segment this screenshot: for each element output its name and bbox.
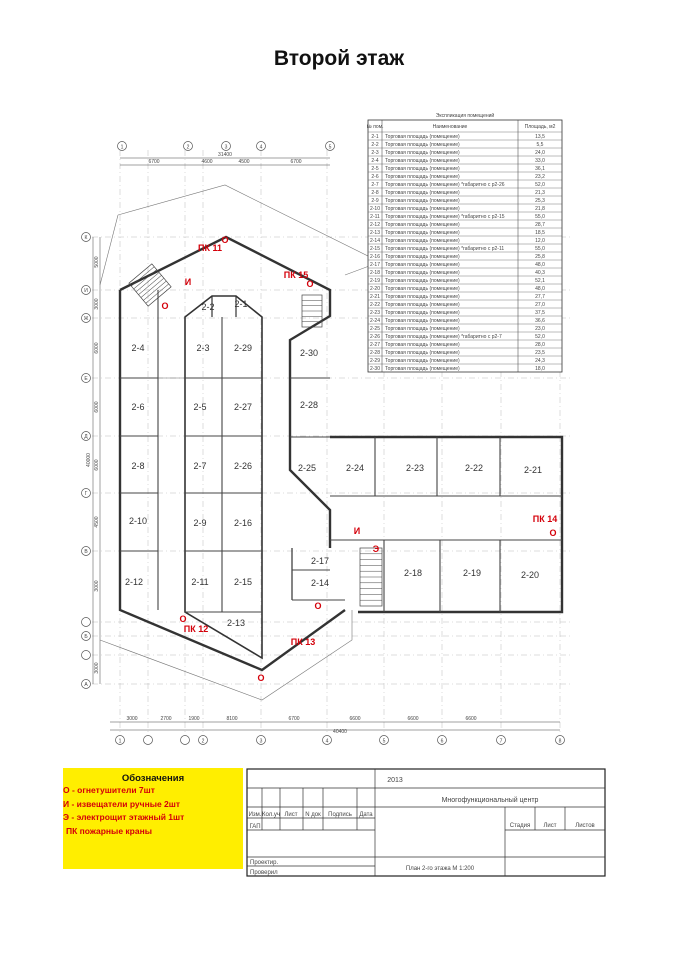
- table-cell-number: 2-10: [369, 206, 381, 212]
- room-label-2-20: 2-20: [520, 570, 540, 580]
- room-label-2-14: 2-14: [310, 578, 330, 588]
- axis-label: 4: [259, 144, 263, 151]
- table-cell-number: 2-20: [369, 286, 381, 292]
- dimension-text: 3000: [94, 580, 100, 592]
- table-cell-name: Торговая площадь (помещение): [385, 262, 460, 268]
- table-cell-area: 55,0: [535, 246, 545, 252]
- axis-label: 8: [558, 738, 562, 745]
- title-block-column: Изм.: [248, 812, 262, 818]
- marker-extinguisher: О: [179, 614, 187, 624]
- room-label-2-30: 2-30: [299, 348, 319, 358]
- axis-bubble: [144, 736, 153, 745]
- legend-item-electrical-panel: Э - электрощит этажный 1шт: [63, 812, 185, 822]
- canopy-outline: [118, 185, 380, 275]
- room-label-2-7: 2-7: [193, 461, 207, 471]
- table-cell-number: 2-18: [369, 270, 381, 276]
- table-cell-number: 2-24: [369, 318, 381, 324]
- room-label-2-1: 2-1: [234, 299, 248, 309]
- table-cell-name: Торговая площадь (помещение): [385, 198, 460, 204]
- table-header: Наименование: [432, 124, 468, 130]
- dimension-text: 6000: [94, 342, 100, 354]
- marker-extinguisher: О: [221, 235, 229, 245]
- canopy-outline: [100, 215, 118, 285]
- table-cell-name: Торговая площадь (помещение): [385, 166, 460, 172]
- marker-pk14: ПК 14: [532, 514, 558, 524]
- table-cell-area: 12,0: [535, 238, 545, 244]
- dimension-text: 3000: [126, 716, 138, 722]
- axis-label: 7: [499, 738, 503, 745]
- exterior-wall: [120, 290, 345, 670]
- legend-item-manual-call-points: И - извещатели ручные 2шт: [63, 798, 181, 809]
- title-block-column: Подпись: [328, 812, 352, 818]
- table-cell-area: 28,0: [535, 342, 545, 348]
- table-cell-number: 2-6: [371, 174, 379, 180]
- table-header: № пом.: [366, 124, 384, 130]
- table-cell-name: Торговая площадь (помещение): [385, 158, 460, 164]
- axis-label: И: [84, 288, 88, 294]
- axis-label: К: [84, 235, 88, 241]
- room-label-2-15: 2-15: [233, 577, 253, 587]
- table-cell-number: 2-3: [371, 150, 379, 156]
- table-cell-area: 27,7: [535, 294, 545, 300]
- table-cell-area: 55,0: [535, 214, 545, 220]
- dimension-text: 6000: [94, 401, 100, 413]
- table-cell-area: 25,8: [535, 254, 545, 260]
- table-cell-area: 24,0: [535, 150, 545, 156]
- title-block-column: Кол.уч: [262, 812, 280, 818]
- table-cell-area: 52,0: [535, 182, 545, 188]
- staircase-north: [129, 264, 171, 306]
- legend-title: Обозначения: [121, 773, 185, 784]
- table-cell-name: Торговая площадь (помещение) *габаритно с р2-11: [385, 246, 505, 252]
- room-label-2-21: 2-21: [523, 465, 543, 475]
- table-cell-area: 23,5: [535, 350, 545, 356]
- marker-pk12: ПК 12: [183, 624, 209, 634]
- axis-label: Б: [84, 634, 88, 640]
- axis-label: Ж: [83, 316, 89, 322]
- explication-caption: Экспликация помещений: [435, 113, 495, 119]
- room-label-2-12: 2-12: [124, 577, 144, 587]
- table-cell-name: Торговая площадь (помещение): [385, 238, 460, 244]
- dimension-text: 5000: [94, 256, 100, 268]
- room-label-2-16: 2-16: [233, 518, 253, 528]
- marker-extinguisher: О: [306, 279, 314, 289]
- axis-label: 1: [118, 738, 122, 745]
- axis-label: 5: [328, 144, 332, 151]
- marker-extinguisher: О: [549, 528, 557, 538]
- table-cell-number: 2-17: [369, 262, 381, 268]
- room-label-2-11: 2-11: [191, 577, 209, 587]
- table-cell-name: Торговая площадь (помещение): [385, 134, 460, 140]
- room-label-2-5: 2-5: [193, 402, 207, 412]
- table-cell-area: 36,1: [535, 166, 545, 172]
- room-label-2-3: 2-3: [196, 343, 210, 353]
- dimension-text: 2700: [160, 716, 172, 722]
- table-cell-name: Торговая площадь (помещение): [385, 286, 460, 292]
- room-label-2-4: 2-4: [131, 343, 145, 353]
- legend-item-fire-hydrants: ПК пожарные краны: [66, 825, 152, 836]
- table-cell-name: Торговая площадь (помещение): [385, 142, 460, 148]
- table-cell-area: 48,0: [535, 286, 545, 292]
- dimension-text: 3000: [94, 662, 100, 674]
- table-cell-name: Торговая площадь (помещение) *габаритно с р2-26: [385, 182, 505, 188]
- axis-bubble: [82, 651, 91, 660]
- dimension-text: 31400: [218, 152, 232, 158]
- table-cell-name: Торговая площадь (помещение): [385, 318, 460, 324]
- table-cell-number: 2-30: [369, 366, 381, 372]
- exterior-wall: [330, 437, 562, 612]
- marker-extinguisher: О: [161, 301, 169, 311]
- table-cell-area: 27,0: [535, 302, 545, 308]
- axis-label: А: [84, 682, 88, 688]
- room-label-2-18: 2-18: [403, 568, 423, 578]
- dimension-text: 6600: [465, 716, 477, 722]
- dimension-text: 8100: [226, 716, 238, 722]
- title-block-gap: ГАП: [249, 824, 261, 830]
- title-block-project: Многофункциональный центр: [441, 797, 539, 804]
- room-label-2-27: 2-27: [233, 402, 253, 412]
- table-cell-number: 2-14: [369, 238, 381, 244]
- table-cell-number: 2-26: [369, 334, 381, 340]
- title-block-year: 2013: [387, 777, 403, 784]
- table-cell-number: 2-25: [369, 326, 381, 332]
- table-cell-area: 48,0: [535, 262, 545, 268]
- dimension-text: 4500: [238, 159, 250, 165]
- table-cell-area: 18,0: [535, 366, 545, 372]
- legend-item-extinguishers: О - огнетушители 7шт: [63, 785, 155, 795]
- title-block-column: N док: [305, 812, 321, 818]
- marker-extinguisher: О: [257, 673, 265, 683]
- table-cell-area: 37,5: [535, 310, 545, 316]
- marker-pk13: ПК 13: [290, 637, 316, 647]
- table-cell-name: Торговая площадь (помещение): [385, 270, 460, 276]
- dimension-text: 6700: [148, 159, 160, 165]
- stair-step: [143, 281, 166, 300]
- table-cell-name: Торговая площадь (помещение): [385, 350, 460, 356]
- room-label-2-13: 2-13: [226, 618, 246, 628]
- table-cell-area: 23,0: [535, 326, 545, 332]
- table-cell-area: 36,6: [535, 318, 545, 324]
- dimension-text: 6600: [407, 716, 419, 722]
- marker-call-point: И: [353, 526, 361, 536]
- table-header: Площадь, м2: [524, 124, 556, 130]
- table-cell-area: 28,7: [535, 222, 545, 228]
- table-cell-number: 2-1: [371, 134, 379, 140]
- room-label-2-28: 2-28: [299, 400, 319, 410]
- room-label-2-29: 2-29: [233, 343, 253, 353]
- table-cell-name: Торговая площадь (помещение): [385, 230, 460, 236]
- title-block-stage-header: Стадия: [509, 823, 531, 829]
- table-cell-number: 2-21: [369, 294, 381, 300]
- dimension-text: 40000: [86, 453, 92, 467]
- table-cell-area: 21,8: [535, 206, 545, 212]
- room-label-2-9: 2-9: [193, 518, 207, 528]
- table-cell-number: 2-13: [369, 230, 381, 236]
- axis-bubble: [82, 618, 91, 627]
- stair-step: [131, 267, 154, 286]
- dimension-text: 3000: [94, 298, 100, 310]
- table-cell-name: Торговая площадь (помещение) *габаритно с р2-15: [385, 214, 505, 220]
- dimension-text: 6600: [349, 716, 361, 722]
- axis-label: 3: [224, 144, 228, 151]
- table-cell-number: 2-29: [369, 358, 381, 364]
- table-cell-name: Торговая площадь (помещение): [385, 358, 460, 364]
- axis-label: Е: [84, 376, 88, 382]
- table-cell-name: Торговая площадь (помещение): [385, 278, 460, 284]
- stair-step: [134, 270, 157, 289]
- axis-bubble: [181, 736, 190, 745]
- table-cell-area: 5,5: [536, 142, 544, 148]
- table-cell-number: 2-9: [371, 198, 379, 204]
- title-block-drawing-name: План 2-го этажа М 1:200: [405, 866, 475, 872]
- dimension-text: 6700: [290, 159, 302, 165]
- table-cell-name: Торговая площадь (помещение): [385, 326, 460, 332]
- axis-label: 3: [259, 738, 263, 745]
- table-cell-name: Торговая площадь (помещение) *габаритно с р2-7: [385, 334, 502, 340]
- axis-label: Г: [84, 491, 88, 497]
- stair-step: [141, 278, 164, 297]
- table-cell-area: 33,0: [535, 158, 545, 164]
- axis-label: 6: [440, 738, 444, 745]
- legend-box: [63, 768, 243, 869]
- marker-call-point: И: [184, 277, 192, 287]
- table-cell-number: 2-12: [369, 222, 381, 228]
- room-label-2-17: 2-17: [310, 556, 330, 566]
- table-cell-area: 13,5: [535, 134, 545, 140]
- axis-label: 1: [120, 144, 124, 151]
- table-cell-number: 2-15: [369, 246, 381, 252]
- axis-label: Д: [84, 434, 88, 440]
- title-block-checked: Проверил: [250, 870, 278, 876]
- marker-extinguisher: О: [314, 601, 322, 611]
- title-block-column: Дата: [359, 812, 373, 818]
- dimension-text: 4600: [201, 159, 213, 165]
- table-cell-number: 2-28: [369, 350, 381, 356]
- marker-pk11: ПК 11: [198, 243, 222, 253]
- room-label-2-25: 2-25: [297, 463, 317, 473]
- title-block-stage-header: Лист: [543, 823, 557, 829]
- table-cell-name: Торговая площадь (помещение): [385, 342, 460, 348]
- room-label-2-24: 2-24: [345, 463, 365, 473]
- room-label-2-10: 2-10: [128, 516, 148, 526]
- table-cell-name: Торговая площадь (помещение): [385, 150, 460, 156]
- axis-label: 5: [382, 738, 386, 745]
- table-cell-name: Торговая площадь (помещение): [385, 254, 460, 260]
- axis-label: В: [84, 549, 88, 555]
- table-cell-number: 2-27: [369, 342, 381, 348]
- table-cell-name: Торговая площадь (помещение): [385, 222, 460, 228]
- room-label-2-8: 2-8: [131, 461, 145, 471]
- room-label-2-26: 2-26: [233, 461, 253, 471]
- room-label-2-6: 2-6: [131, 402, 145, 412]
- dimension-text: 4500: [94, 516, 100, 528]
- table-cell-area: 24,3: [535, 358, 545, 364]
- table-cell-area: 18,5: [535, 230, 545, 236]
- table-cell-name: Торговая площадь (помещение): [385, 366, 460, 372]
- table-cell-number: 2-5: [371, 166, 379, 172]
- table-cell-number: 2-7: [371, 182, 379, 188]
- table-cell-area: 23,2: [535, 174, 545, 180]
- axis-label: 2: [201, 738, 205, 745]
- title-block-designed: Проектир.: [250, 860, 279, 866]
- table-cell-area: 40,3: [535, 270, 545, 276]
- table-cell-number: 2-8: [371, 190, 379, 196]
- table-cell-name: Торговая площадь (помещение): [385, 174, 460, 180]
- table-cell-number: 2-22: [369, 302, 381, 308]
- table-cell-number: 2-11: [370, 214, 380, 220]
- table-cell-number: 2-2: [371, 142, 379, 148]
- dimension-text: 40400: [333, 729, 347, 735]
- axis-label: 2: [186, 144, 190, 151]
- dimension-text: 1900: [188, 716, 200, 722]
- marker-electrical-panel: Э: [372, 544, 380, 554]
- room-label-2-2: 2-2: [201, 302, 215, 312]
- table-cell-name: Торговая площадь (помещение): [385, 310, 460, 316]
- room-label-2-22: 2-22: [464, 463, 484, 473]
- staircase-south: [360, 548, 382, 606]
- table-cell-area: 52,0: [535, 334, 545, 340]
- table-cell-area: 25,3: [535, 198, 545, 204]
- marker-pk15: ПК 15: [283, 270, 309, 280]
- table-cell-number: 2-23: [369, 310, 381, 316]
- title-block-stage-header: Листов: [575, 823, 595, 829]
- room-label-2-23: 2-23: [405, 463, 425, 473]
- table-cell-name: Торговая площадь (помещение): [385, 302, 460, 308]
- table-cell-number: 2-19: [369, 278, 381, 284]
- table-cell-number: 2-16: [369, 254, 381, 260]
- table-cell-area: 52,1: [535, 278, 545, 284]
- dimension-text: 6000: [94, 459, 100, 471]
- axis-label: 4: [325, 738, 329, 745]
- room-label-2-19: 2-19: [462, 568, 482, 578]
- table-cell-name: Торговая площадь (помещение): [385, 206, 460, 212]
- table-cell-name: Торговая площадь (помещение): [385, 294, 460, 300]
- title-block-column: Лист: [284, 812, 298, 818]
- table-cell-number: 2-4: [371, 158, 379, 164]
- table-cell-area: 21,3: [535, 190, 545, 196]
- table-cell-name: Торговая площадь (помещение): [385, 190, 460, 196]
- page-title: Второй этаж: [273, 47, 405, 70]
- dimension-text: 6700: [288, 716, 300, 722]
